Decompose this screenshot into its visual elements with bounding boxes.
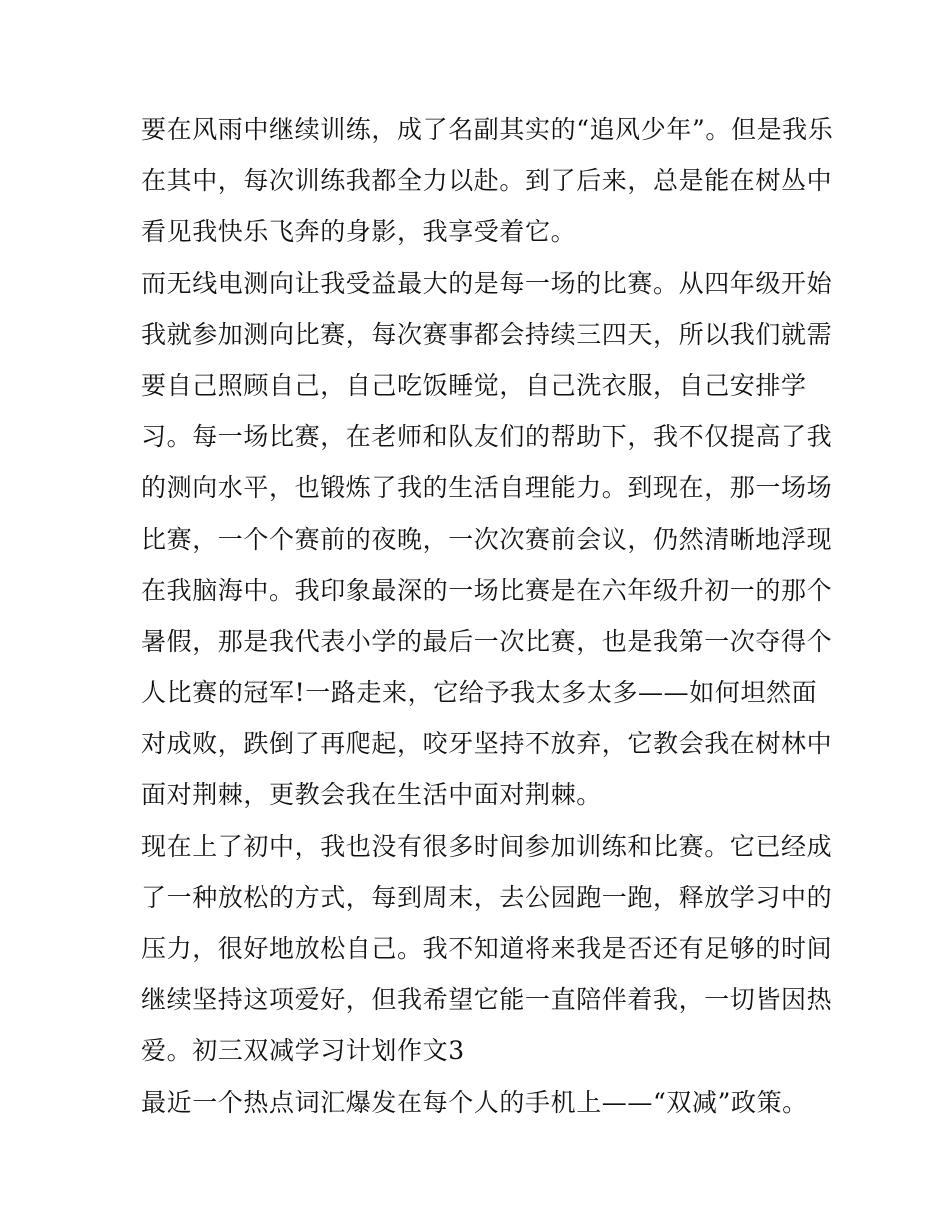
text-line: 看见我快乐飞奔的身影，我享受着它。 <box>141 217 577 247</box>
text-line: 要自己照顾自己，自己吃饭睡觉，自己洗衣服，自己安排学 <box>141 370 807 400</box>
text-line: 最近一个热点词汇爆发在每个人的手机上——“双减”政策。 <box>141 1087 808 1117</box>
text-line: 比赛，一个个赛前的夜晚，一次次赛前会议，仍然清晰地浮现 <box>141 524 833 554</box>
text-line: 人比赛的冠军!一路走来，它给予我太多太多——如何坦然面 <box>141 678 818 708</box>
text-line: 了一种放松的方式，每到周末，去公园跑一跑，释放学习中的 <box>141 882 833 912</box>
text-line: 现在上了初中，我也没有很多时间参加训练和比赛。它已经成 <box>141 831 833 861</box>
text-line: 爱。初三双减学习计划作文3 <box>141 1036 465 1066</box>
text-line: 习。每一场比赛，在老师和队友们的帮助下，我不仅提高了我 <box>141 422 833 452</box>
text-line: 压力，很好地放松自己。我不知道将来我是否还有足够的时间 <box>141 934 833 963</box>
text-line: 在其中，每次训练我都全力以赴。到了后来，总是能在树丛中 <box>141 166 833 196</box>
text-line: 在我脑海中。我印象最深的一场比赛是在六年级升初一的那个 <box>141 575 833 605</box>
text-line: 而无线电测向让我受益最大的是每一场的比赛。从四年级开始 <box>141 268 833 298</box>
text-line: 面对荆棘，更教会我在生活中面对荆棘。 <box>141 780 602 810</box>
document-body <box>141 104 834 1128</box>
text-line: 对成败，跌倒了再爬起，咬牙坚持不放弃，它教会我在树林中 <box>141 729 833 759</box>
text-line: 暑假，那是我代表小学的最后一次比赛，也是我第一次夺得个 <box>141 626 833 656</box>
text-line: 继续坚持这项爱好，但我希望它能一直陪伴着我，一切皆因热 <box>141 985 833 1015</box>
text-line: 的测向水平，也锻炼了我的生活自理能力。到现在，那一场场 <box>141 473 833 503</box>
text-line: 要在风雨中继续训练，成了名副其实的“追风少年”。但是我乐 <box>141 115 834 144</box>
text-line: 我就参加测向比赛，每次赛事都会持续三四天，所以我们就需 <box>141 319 833 349</box>
